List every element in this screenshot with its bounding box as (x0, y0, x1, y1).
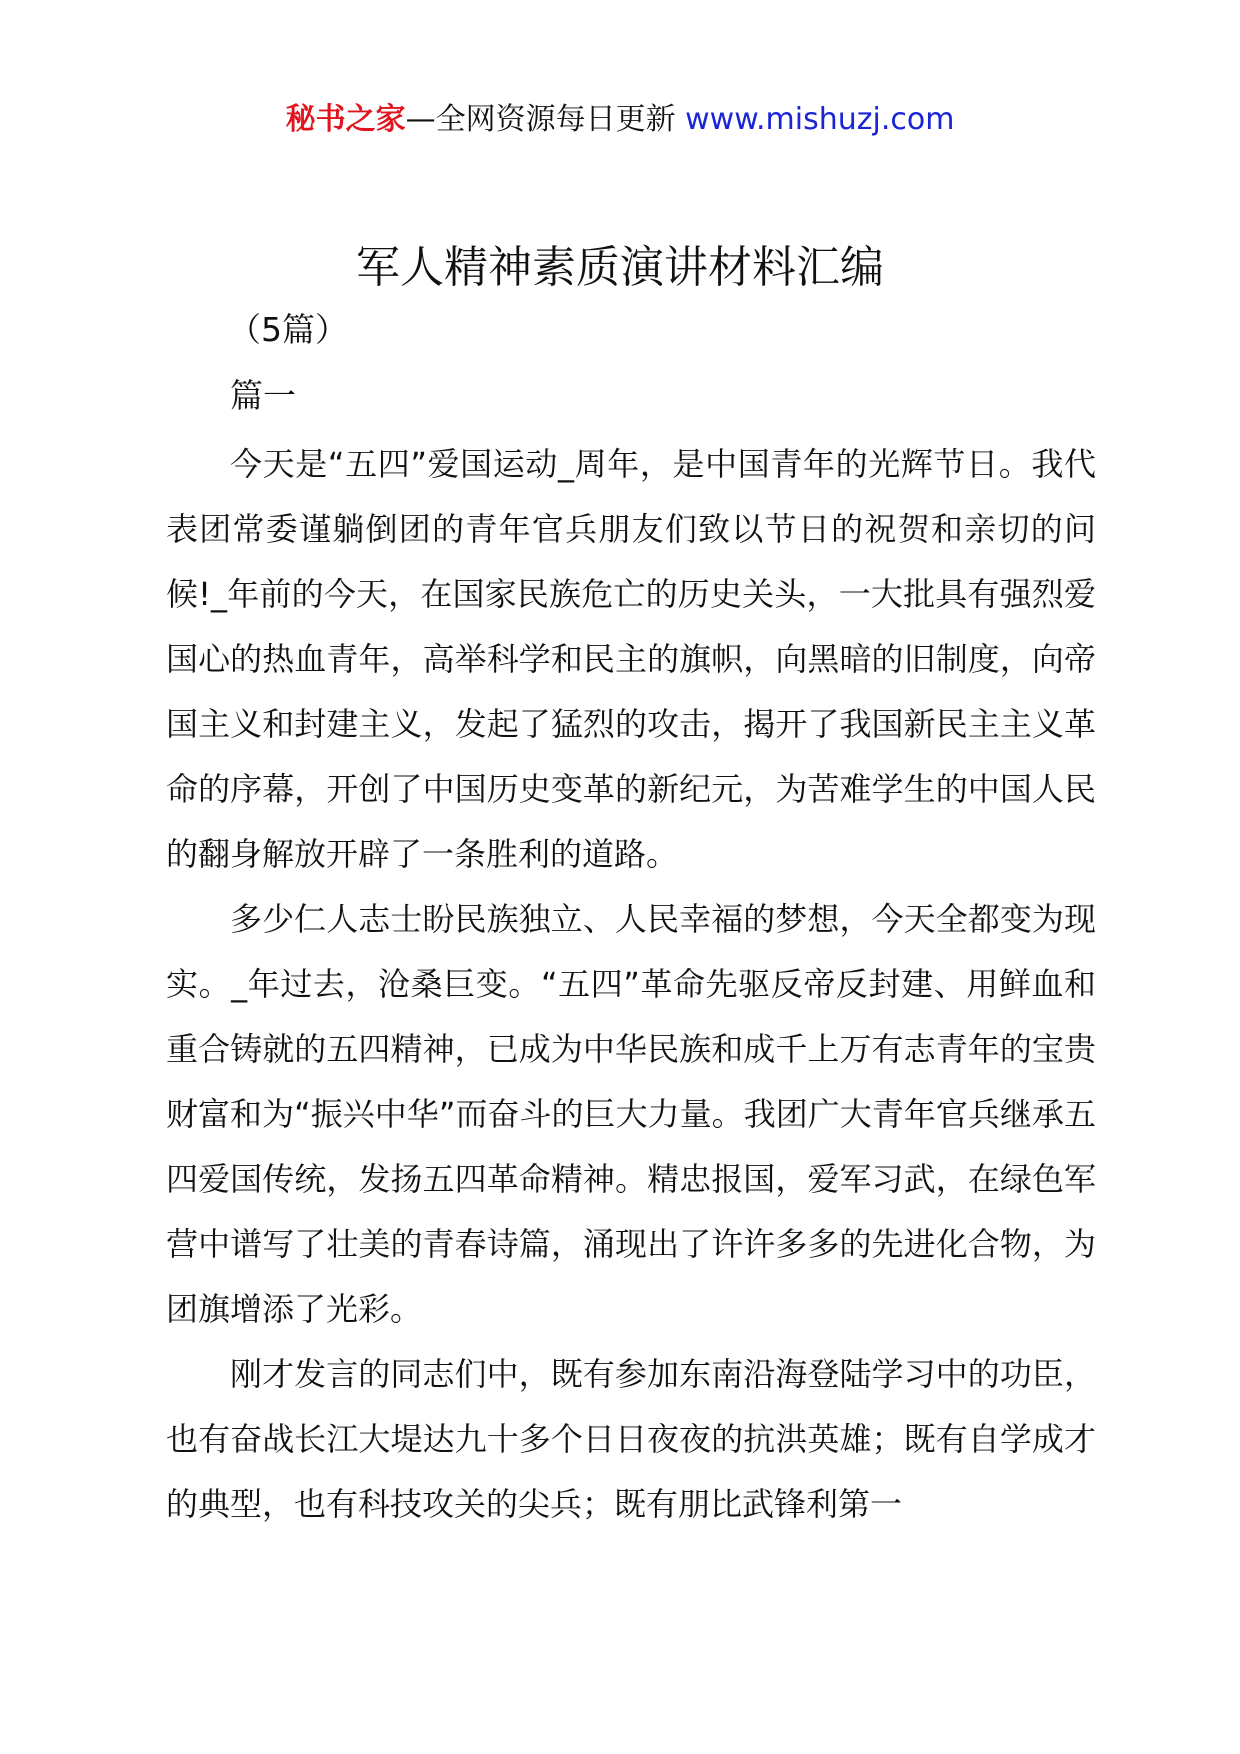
document-body (166, 432, 1096, 1537)
section-label: 篇一 (230, 376, 296, 415)
paragraph: 多少仁人志士盼民族独立、人民幸福的梦想，今天全都变为现实。_年过去，沧桑巨变。“五四”革命先驱反帝反封建、用鲜血和重合铸就的五四精神，已成为中华民族和成千上万有志青年的宝贵财富和为“振兴中华”而奋斗的巨大力量。我团广大青年官兵继承五四爱国传统，发扬五四革命精神。精忠报国，爱军习武，在绿色军营中谱写了壮美的青春诗篇，涌现出了许许多多的先进化合物，为团旗增添了光彩。 (166, 900, 1096, 1328)
header-site-url[interactable]: www.mishuzj.com (685, 102, 955, 137)
document-subtitle: （5篇） (228, 310, 348, 349)
header-tagline: —全网资源每日更新 (405, 102, 686, 137)
header-brand: 秘书之家 (285, 102, 406, 137)
page-header (0, 100, 1240, 140)
paragraph: 刚才发言的同志们中，既有参加东南沿海登陆学习中的功臣，也有奋战长江大堤达九十多个日日夜夜的抗洪英雄；既有自学成才的典型，也有科技攻关的尖兵；既有朋比武锋利第一 (166, 1355, 1096, 1523)
paragraph: 今天是“五四”爱国运动_周年，是中国青年的光辉节日。我代表团常委谨躺倒团的青年官兵朋友们致以节日的祝贺和亲切的问候!_年前的今天，在国家民族危亡的历史关头，一大批具有强烈爱国心的热血青年，高举科学和民主的旗帜，向黑暗的旧制度，向帝国主义和封建主义，发起了猛烈的攻击，揭开了我国新民主主义革命的序幕，开创了中国历史变革的新纪元，为苦难学生的中国人民的翻身解放开辟了一条胜利的道路。 (166, 445, 1096, 873)
document-title: 军人精神素质演讲材料汇编 (356, 242, 884, 293)
